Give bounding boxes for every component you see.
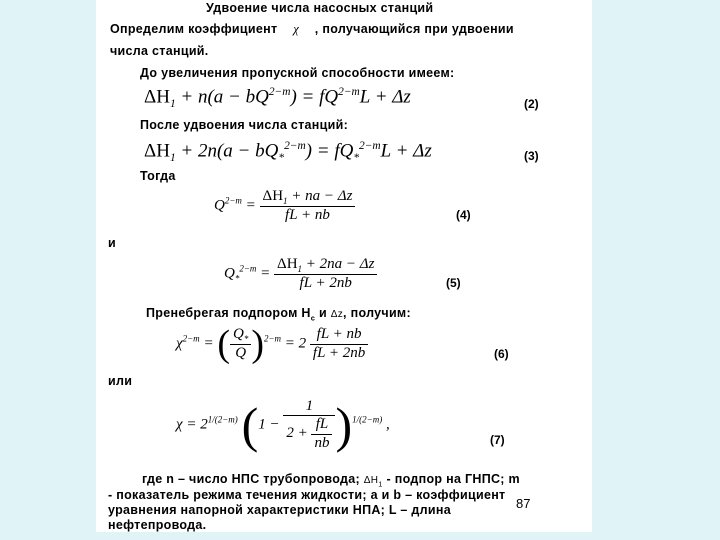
intro-line-2: числа станций. xyxy=(110,44,209,58)
equation-7-number: (7) xyxy=(490,433,505,447)
equation-5-number: (5) xyxy=(446,276,461,290)
equation-6-number: (6) xyxy=(494,347,509,361)
equation-4: $Q^{2-m}$ = $\frac{\Delta H_1 + na - \Delta z}{fL + nb}$ xyxy=(214,188,355,225)
equation-2-number: (2) xyxy=(524,97,539,111)
slide-heading: Удвоение числа насосных станций xyxy=(206,1,434,15)
or-text: или xyxy=(108,374,133,388)
footnote-line-3: уравнения напорной характеристики НПА; L – длина xyxy=(108,503,451,517)
before-text: До увеличения пропускной способности имеем: xyxy=(140,66,455,80)
equation-3: $\Delta H_1 + 2n(a - bQ_*^{2-m}) = fQ_*^{2-m}L + \Delta z$ xyxy=(144,140,432,165)
chi-symbol: χ xyxy=(293,22,300,36)
equation-3-number: (3) xyxy=(524,149,539,163)
footnote-line-4: нефтепровода. xyxy=(108,518,207,532)
equation-5: $Q_*^{2-m}$ = $\frac{\Delta H_1 + 2na - \Delta z}{fL + 2nb}$ xyxy=(224,256,377,293)
and-text: и xyxy=(108,236,116,250)
intro-line-1: Определим коэффициент χ , получающийся при удвоении xyxy=(110,22,514,36)
footnote-line-2: - показатель режима течения жидкости; a и b – коэффициент xyxy=(108,488,506,502)
neglect-text: Пренебрегая подпором $H_c$ и Δz, получим: xyxy=(146,306,411,323)
equation-2: $\Delta H_1 + n(a - bQ^{2-m}) = fQ^{2-m}L + \Delta z$ xyxy=(144,86,411,111)
slide-page xyxy=(96,0,592,532)
after-text: После удвоения числа станций: xyxy=(140,118,349,132)
footnote-line-1: где n – число НПС трубопровода; $\Delta H_1$ - подпор на ГНПС; m xyxy=(142,472,520,489)
equation-4-number: (4) xyxy=(456,208,471,222)
equation-7: $\chi = 2^{1/(2-m)}$ (1 − 1 2 + $\frac{fL}{nb}$ )$^{1/(2-m)}$ , xyxy=(176,397,390,453)
equation-6: $\chi^{2-m}$ = ( $\frac{Q_*}{Q}$ )$^{2-m}$ = 2 $\frac{fL + nb}{fL + 2nb}$ xyxy=(176,322,368,366)
page-number: 87 xyxy=(516,496,531,511)
then-text: Тогда xyxy=(140,169,176,183)
